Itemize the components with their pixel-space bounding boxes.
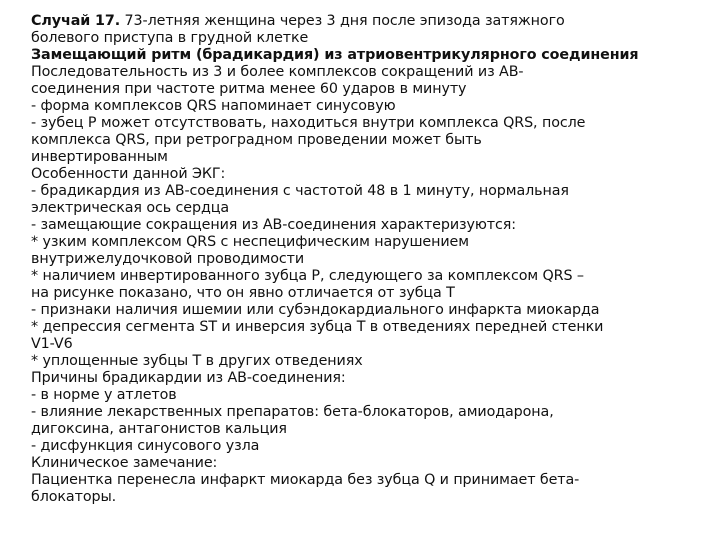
section-title-rhythm: Замещающий ритм (брадикардия) из атриовентрикулярного соединения xyxy=(31,47,639,63)
slide-text xyxy=(31,13,641,506)
text-line: - форма комплексов QRS напоминает синусовую xyxy=(31,98,396,114)
case-intro: 73-летняя женщина через 3 дня после эпизода затяжного xyxy=(124,13,565,29)
text-line: Особенности данной ЭКГ: xyxy=(31,166,226,182)
text-line: * уплощенные зубцы Т в других отведениях xyxy=(31,353,363,369)
text-line: блокаторы. xyxy=(31,489,117,505)
case-label: Случай 17. xyxy=(31,13,121,29)
text-line: * узким комплексом QRS с неспецифическим нарушением xyxy=(31,234,469,250)
text-line: - признаки наличия ишемии или субэндокардиального инфаркта миокарда xyxy=(31,302,600,318)
text-line: * наличием инвертированного зубца Р, следующего за комплексом QRS – xyxy=(31,268,584,284)
text-line: внутрижелудочковой проводимости xyxy=(31,251,305,267)
text-line: - зубец Р может отсутствовать, находиться внутри комплекса QRS, после xyxy=(31,115,586,131)
text-line: инвертированным xyxy=(31,149,168,165)
text-line: Последовательность из 3 и более комплексов сокращений из АВ- xyxy=(31,64,524,80)
text-line: Причины брадикардии из АВ-соединения: xyxy=(31,370,346,386)
text-line: - в норме у атлетов xyxy=(31,387,177,403)
text-line: - брадикардия из АВ-соединения с частотой 48 в 1 минуту, нормальная xyxy=(31,183,569,199)
text-line: - влияние лекарственных препаратов: бета-блокаторов, амиодарона, xyxy=(31,404,554,420)
text-line: * депрессия сегмента ST и инверсия зубца Т в отведениях передней стенки xyxy=(31,319,604,335)
text-line: - замещающие сокращения из АВ-соединения характеризуются: xyxy=(31,217,517,233)
text-line: дигоксина, антагонистов кальция xyxy=(31,421,287,437)
text-line: на рисунке показано, что он явно отличается от зубца Т xyxy=(31,285,455,301)
text-line: электрическая ось сердца xyxy=(31,200,230,216)
text-line: Пациентка перенесла инфаркт миокарда без зубца Q и принимает бета- xyxy=(31,472,580,488)
case-heading-line xyxy=(31,13,641,30)
text-line: V1-V6 xyxy=(31,336,73,352)
text-line: - дисфункция синусового узла xyxy=(31,438,260,454)
case-intro-cont: болевого приступа в грудной клетке xyxy=(31,30,309,46)
text-line: Клиническое замечание: xyxy=(31,455,218,471)
text-line: соединения при частоте ритма менее 60 ударов в минуту xyxy=(31,81,467,97)
text-line: комплекса QRS, при ретроградном проведении может быть xyxy=(31,132,482,148)
